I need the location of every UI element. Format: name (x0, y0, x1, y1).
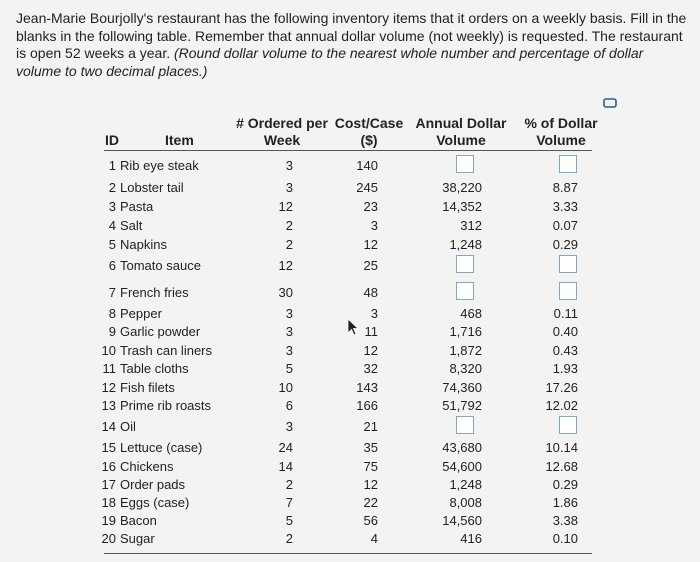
row-pct: 1.93 (552, 361, 578, 376)
row-item: Rib eye steak (120, 158, 199, 173)
row-pct: 8.87 (552, 180, 578, 195)
row-ordered: 3 (285, 306, 293, 321)
row-id: 7 (108, 285, 116, 300)
row-cost: 12 (363, 477, 378, 492)
row-id: 10 (101, 343, 116, 358)
annual-volume-input[interactable] (456, 255, 474, 273)
header-ordered-line2: Week (263, 132, 301, 148)
row-ordered: 2 (285, 477, 293, 492)
row-pct: 0.29 (552, 477, 578, 492)
header-annual-line2: Volume (436, 132, 486, 148)
row-ordered: 3 (285, 158, 293, 173)
row-item: Order pads (120, 477, 186, 492)
row-id: 1 (108, 158, 116, 173)
row-id: 8 (108, 306, 116, 321)
row-cost: 12 (363, 237, 378, 252)
row-annual: 14,560 (442, 513, 482, 528)
row-pct: 3.33 (552, 199, 578, 214)
annual-volume-input[interactable] (456, 282, 474, 300)
header-cost-line1: Cost/Case (334, 115, 404, 131)
table-bottom-border (104, 553, 592, 554)
row-annual: 54,600 (442, 459, 482, 474)
header-divider (104, 150, 592, 151)
row-pct: 17.26 (545, 380, 578, 395)
row-item: Sugar (120, 531, 155, 546)
pct-volume-input[interactable] (559, 155, 577, 173)
row-pct: 10.14 (545, 440, 578, 455)
header-cost-line2: ($) (360, 132, 378, 148)
row-cost: 143 (356, 380, 378, 395)
row-item: Lobster tail (120, 180, 184, 195)
row-ordered: 3 (285, 343, 293, 358)
row-item: Trash can liners (120, 343, 212, 358)
mouse-cursor-icon (346, 318, 360, 336)
row-annual: 312 (460, 218, 482, 233)
row-pct: 12.68 (545, 459, 578, 474)
pct-volume-input[interactable] (559, 255, 577, 273)
row-pct: 0.11 (553, 306, 578, 321)
row-id: 11 (102, 361, 116, 376)
header-id: ID (105, 132, 119, 148)
row-item: Prime rib roasts (120, 398, 212, 413)
row-ordered: 2 (285, 218, 293, 233)
row-id: 9 (108, 324, 116, 339)
row-annual: 74,360 (442, 380, 482, 395)
row-pct: 0.07 (552, 218, 578, 233)
row-annual: 1,248 (449, 237, 482, 252)
row-ordered: 6 (285, 398, 293, 413)
row-ordered: 30 (278, 285, 293, 300)
row-pct: 0.40 (552, 324, 578, 339)
row-ordered: 14 (278, 459, 293, 474)
row-pct: 0.10 (552, 531, 578, 546)
row-annual: 8,008 (449, 495, 482, 510)
header-pct-line2: Volume (536, 132, 586, 148)
row-ordered: 3 (285, 324, 293, 339)
row-item: Tomato sauce (120, 258, 201, 273)
row-id: 14 (101, 419, 116, 434)
row-ordered: 24 (278, 440, 293, 455)
annual-volume-input[interactable] (456, 416, 474, 434)
header-item: Item (165, 132, 194, 148)
row-ordered: 2 (285, 531, 293, 546)
row-cost: 4 (370, 531, 378, 546)
row-annual: 43,680 (442, 440, 482, 455)
row-ordered: 7 (285, 495, 293, 510)
row-annual: 8,320 (449, 361, 482, 376)
row-item: Eggs (case) (120, 495, 190, 510)
row-id: 6 (108, 258, 116, 273)
row-id: 20 (101, 531, 116, 546)
pct-volume-input[interactable] (559, 416, 577, 434)
row-annual: 1,716 (449, 324, 482, 339)
row-annual: 1,248 (449, 477, 482, 492)
problem-text: Jean-Marie Bourjolly's restaurant has the following inventory items that it orders on a weekly basis. Fill in the blanks in the following table. Remember that annual dollar volume (not weekly) is requested. The restaurant is open 52 weeks a year. (16, 10, 687, 61)
row-pct: 3.38 (552, 513, 578, 528)
row-item: Oil (120, 419, 136, 434)
row-cost: 166 (356, 398, 378, 413)
row-cost: 48 (363, 285, 378, 300)
row-id: 2 (108, 180, 116, 195)
row-cost: 56 (363, 513, 378, 528)
row-pct: 1.86 (552, 495, 578, 510)
row-ordered: 5 (285, 513, 293, 528)
row-cost: 35 (363, 440, 378, 455)
row-cost: 22 (363, 495, 378, 510)
pct-volume-input[interactable] (559, 282, 577, 300)
row-ordered: 3 (285, 419, 293, 434)
row-id: 12 (101, 380, 116, 395)
row-id: 5 (108, 237, 116, 252)
row-ordered: 3 (285, 180, 293, 195)
row-item: Garlic powder (120, 324, 201, 339)
row-item: Table cloths (120, 361, 189, 376)
row-cost: 25 (363, 258, 378, 273)
row-ordered: 5 (285, 361, 293, 376)
row-cost: 3 (370, 306, 378, 321)
header-annual-line1: Annual Dollar (415, 115, 507, 131)
annual-volume-input[interactable] (456, 155, 474, 173)
row-ordered: 2 (285, 237, 293, 252)
row-ordered: 12 (278, 258, 293, 273)
row-annual: 38,220 (442, 180, 482, 195)
row-annual: 416 (460, 531, 482, 546)
row-item: Pasta (120, 199, 154, 214)
row-cost: 32 (363, 361, 378, 376)
row-id: 15 (101, 440, 116, 455)
row-cost: 11 (364, 324, 378, 339)
row-pct: 12.02 (545, 398, 578, 413)
row-ordered: 12 (278, 199, 293, 214)
row-item: Fish filets (120, 380, 175, 395)
row-id: 13 (101, 398, 116, 413)
row-cost: 245 (356, 180, 378, 195)
row-id: 17 (101, 477, 116, 492)
header-pct-line1: % of Dollar (524, 115, 598, 131)
row-id: 18 (101, 495, 116, 510)
row-item: French fries (120, 285, 189, 300)
row-cost: 140 (356, 158, 378, 173)
row-id: 4 (108, 218, 116, 233)
row-ordered: 10 (278, 380, 293, 395)
row-annual: 51,792 (442, 398, 482, 413)
row-item: Lettuce (case) (120, 440, 203, 455)
row-pct: 0.29 (552, 237, 578, 252)
row-id: 3 (108, 199, 116, 214)
row-cost: 3 (370, 218, 378, 233)
row-cost: 21 (363, 419, 378, 434)
row-annual: 14,352 (442, 199, 482, 214)
row-cost: 23 (363, 199, 378, 214)
row-item: Napkins (120, 237, 167, 252)
header-ordered-line1: # Ordered per (236, 115, 328, 131)
row-item: Bacon (120, 513, 157, 528)
row-annual: 1,872 (449, 343, 482, 358)
row-id: 19 (101, 513, 116, 528)
row-item: Chickens (120, 459, 174, 474)
row-item: Pepper (120, 306, 162, 321)
row-annual: 468 (460, 306, 482, 321)
rounding-note: (Round dollar volume to the nearest whole number and percentage of dollar volume to two decimal places.) (16, 45, 644, 79)
row-pct: 0.43 (552, 343, 578, 358)
row-id: 16 (101, 459, 116, 474)
row-cost: 12 (363, 343, 378, 358)
row-cost: 75 (363, 459, 378, 474)
row-item: Salt (120, 218, 143, 233)
